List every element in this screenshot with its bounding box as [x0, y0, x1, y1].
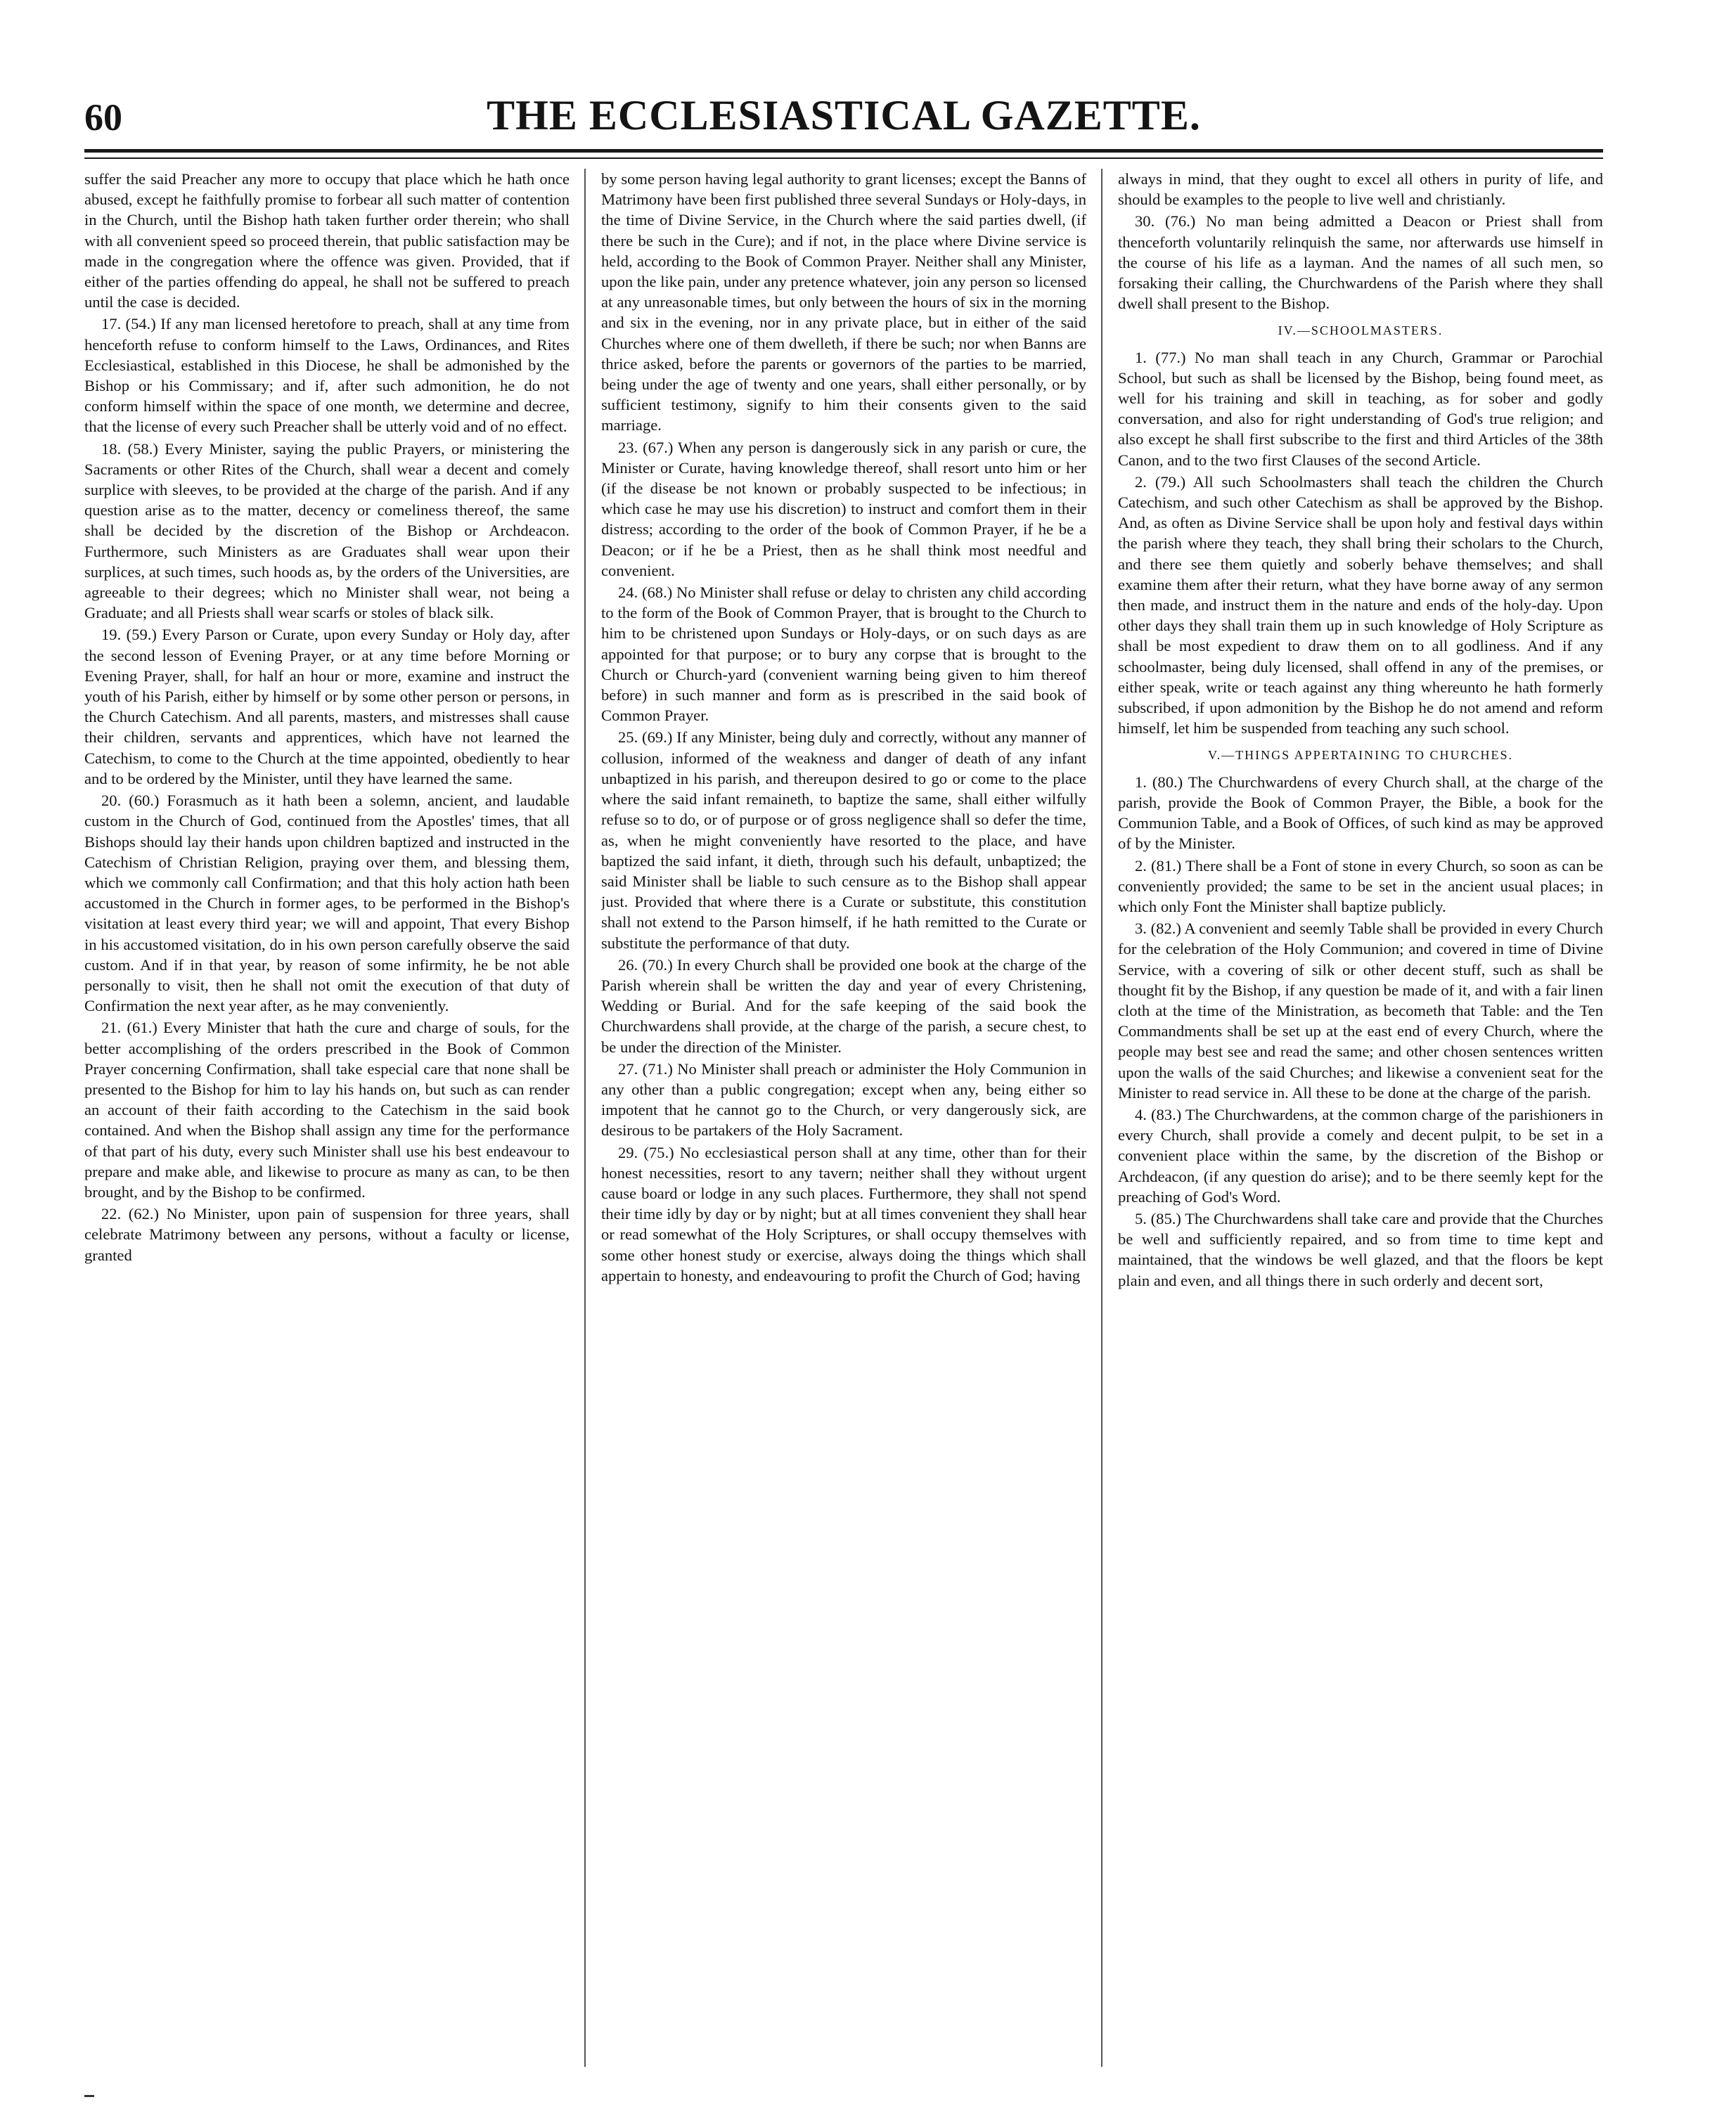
column-divider — [584, 169, 586, 2067]
header-rule-thin — [84, 157, 1603, 159]
text-columns — [84, 169, 1603, 2067]
paragraph: 25. (69.) If any Minister, being duly and correctly, without any manner of collusion, informed of the weakness and danger of death of any infant unbaptized in his parish, and thereupon desired to go or come to the place where the said infant remaineth, to baptize the same, shall either wilfully refuse so to do, or of purpose or of gross negligence shall so defer the time, as, when he might conveniently have resorted to the place, and have baptized the said infant, it dieth, through such his default, unbaptized; the said Minister shall be liable to such censure as to the Bishop shall appear just. Provided that where there is a Curate or substitute, this constitution shall not extend to the Parson himself, if he hath remitted to the Curate or substitute the performance of that duty. — [601, 728, 1086, 952]
paragraph: always in mind, that they ought to excel all others in purity of life, and should be examples to the people to live well and christianly. — [1118, 170, 1603, 209]
paragraph: 30. (76.) No man being admitted a Deacon or Priest shall from thenceforth voluntarily relinquish the same, nor afterwards use himself in the course of his life as a layman. And the names of all such men, so forsaking their calling, the Churchwardens of the Parish where they shall dwell shall present to the Bishop. — [1118, 212, 1603, 313]
paragraph: 20. (60.) Forasmuch as it hath been a solemn, ancient, and laudable custom in the Church of God, continued from the Apostles' times, that all Bishops should lay their hands upon children baptized and instructed in the Catechism of Christian Religion, praying over them, and blessing them, which we commonly call Confirmation; and that this holy action hath been accustomed in the Church in former ages, to be performed in the Bishop's visitation at least every third year; we will and appoint, That every Bishop in his accustomed visitation, do in his own person carefully observe the said custom. And if in that year, by reason of some infirmity, he be not able personally to visit, then he shall not omit the execution of that duty of Confirmation the next year after, as he may conveniently. — [84, 792, 570, 1015]
paragraph: 5. (85.) The Churchwardens shall take care and provide that the Churches be well and sufficiently repaired, and so from time to time kept and maintained, that the windows be well glazed, and that the floors be kept plain and even, and all things there in such orderly and decent sort, — [1118, 1209, 1603, 1289]
paragraph: 21. (61.) Every Minister that hath the cure and charge of souls, for the better accomplishing of the orders prescribed in the Book of Common Prayer concerning Confirmation, shall take especial care that none shall be presented to the Bishop for him to lay his hands on, but such as can render an account of their faith according to the Catechism in the said book contained. And when the Bishop shall assign any time for the performance of that part of his duty, every such Minister shall use his best endeavour to prepare and make able, and likewise to procure as many as can, to be then brought, and by the Bishop to be confirmed. — [84, 1019, 570, 1201]
footer-mark — [84, 2095, 94, 2097]
paragraph: 1. (80.) The Churchwardens of every Church shall, at the charge of the parish, provide the Book of Common Prayer, the Bible, a book for the Communion Table, and a Book of Offices, of such kind as may be approved of by the Minister. — [1118, 773, 1603, 853]
paragraph: 17. (54.) If any man licensed heretofore to preach, shall at any time from henceforth refuse to conform himself to the Laws, Ordinances, and Rites Ecclesiastical, established in this Diocese, he shall be admonished by the Bishop or his Commissary; and if, after such admonition, he do not conform himself within the space of one month, we determine and decree, that the license of every such Preacher shall be utterly void and of no effect. — [84, 315, 570, 436]
paragraph: 19. (59.) Every Parson or Curate, upon every Sunday or Holy day, after the second lesson of Evening Prayer, or at any time before Morning or Evening Prayer, shall, for half an hour or more, examine and instruct the youth of his Parish, either by himself or by some other person or persons, in the Church Catechism. And all parents, masters, and mistresses shall cause their children, servants and apprentices, which have not learned the Catechism, to come to the Church at the time appointed, obediently to hear and to be ordered by the Minister, until they have learned the same. — [84, 626, 570, 787]
section-heading-schoolmasters: IV.—SCHOOLMASTERS. — [1278, 323, 1444, 338]
paragraph: 29. (75.) No ecclesiastical person shall at any time, other than for their honest necessities, resort to any tavern; neither shall they without urgent cause board or lodge in any such places. Furthermore, they shall not spend their time idly by day or by night; but at all times convenient they shall hear or read somewhat of the Holy Scriptures, or shall occupy themselves with some other honest study or exercise, always doing the things which shall appertain to honesty, and endeavouring to profit the Church of God; having — [601, 1143, 1086, 1284]
paragraph: 27. (71.) No Minister shall preach or administer the Holy Communion in any other than a public congregation; except when any, being either so impotent that he cannot go to the Church, or very dangerously sick, are desirous to be partakers of the Holy Sacrament. — [601, 1059, 1086, 1140]
header-rule-thick — [84, 149, 1603, 153]
paragraph: 24. (68.) No Minister shall refuse or delay to christen any child according to the form of the Book of Common Prayer, that is brought to the Church to him to be christened upon Sundays or Holy-days, or on such days as are appointed for that purpose; or to bury any corpse that is brought to the Church or Church-yard (convenient warning being given to him thereof before) in such manner and form as is prescribed in the said book of Common Prayer. — [601, 583, 1086, 725]
section-heading-churches: V.—THINGS APPERTAINING TO CHURCHES. — [1207, 748, 1514, 763]
column-3 — [1118, 169, 1603, 2067]
masthead-title: THE ECCLESIASTICAL GAZETTE. — [487, 92, 1201, 138]
paragraph: 22. (62.) No Minister, upon pain of suspension for three years, shall celebrate Matrimony between any persons, without a faculty or license, granted — [84, 1205, 570, 1264]
paragraph: 23. (67.) When any person is dangerously sick in any parish or cure, the Minister or Curate, having knowledge thereof, shall resort unto him or her (if the disease be not known or probably suspected to be infectious; in which case he may use his discretion) to instruct and comfort them in their distress; according to the order of the book of Common Prayer, if he be a Deacon; or if he be a Priest, then as he shall think most needful and convenient. — [601, 438, 1086, 579]
paragraph: 3. (82.) A convenient and seemly Table shall be provided in every Church for the celebration of the Holy Communion; and covered in time of Divine Service, with a covering of silk or other decent stuff, such as shall be thought fit by the Bishop, if any question be made of it, and with a fair linen cloth at the time of the Ministration, as becometh that Table: and the Ten Commandments shall be set up at the east end of every Church, where the people may best see and read the same; and other chosen sentences written upon the walls of the said Churches; and likewise a convenient seat for the Minister to read service in. All these to be done at the charge of the parish. — [1118, 920, 1603, 1102]
page-header — [84, 91, 1603, 148]
paragraph: 4. (83.) The Churchwardens, at the common charge of the parishioners in every Church, shall provide a comely and decent pulpit, to be set in a convenient place within the same, by the discretion of the Bishop or Archdeacon, (if any question do arise); and to be there seemly kept for the preaching of God's Word. — [1118, 1105, 1603, 1206]
paragraph: 2. (81.) There shall be a Font of stone in every Church, so soon as can be conveniently provided; the same to be set in the ancient usual places; in which only Font the Minister shall baptize publicly. — [1118, 856, 1603, 915]
paragraph: 2. (79.) All such Schoolmasters shall teach the children the Church Catechism, and such other Catechism as shall be approved by the Bishop. And, as often as Divine Service shall be upon holy and festival days within the parish where they teach, they shall bring their scholars to the Church, and there see them quietly and soberly behave themselves; and shall examine them after their return, what they have borne away of any sermon then made, and instruct them in the nature and ends of the holy-day. Upon other days they shall train them up in such knowledge of Holy Scripture as shall be most expedient to draw them on to all godliness. And if any schoolmaster, being duly licensed, shall offend in any of the premises, or either speak, write or teach against any thing whereunto he hath formerly subscribed, if upon admonition by the Bishop he do not amend and reform himself, let him be suspended from teaching any such school. — [1118, 472, 1603, 737]
paragraph: 1. (77.) No man shall teach in any Church, Grammar or Parochial School, but such as shall be licensed by the Bishop, being found meet, as well for his training and skill in teaching, as for sober and godly conversation, and also for right understanding of God's true religion; and also except he shall first subscribe to the first and third Articles of the 38th Canon, and to the two first Clauses of the second Article. — [1118, 348, 1603, 469]
paragraph: 26. (70.) In every Church shall be provided one book at the charge of the Parish wherein shall be written the day and year of every Christening, Wedding or Burial. And for the safe keeping of the said book the Churchwardens shall provide, at the charge of the parish, a secure chest, to be under the direction of the Minister. — [601, 955, 1086, 1056]
page-number: 60 — [84, 96, 122, 138]
paragraph: suffer the said Preacher any more to occupy that place which he hath once abused, except he faithfully promise to forbear all such matter of contention in the Church, until the Bishop hath taken further order therein; who shall with all convenient speed so proceed therein, that public satisfaction may be made in the congregation where the offence was given. Provided, that if either of the parties offending do appeal, he shall not be suffered to preach until the case is decided. — [84, 170, 570, 311]
column-1 — [84, 169, 570, 2067]
paragraph: 18. (58.) Every Minister, saying the public Prayers, or ministering the Sacraments or other Rites of the Church, shall wear a decent and comely surplice with sleeves, to be provided at the charge of the parish. And if any question arise as to the matter, decency or comeliness thereof, the same shall be decided by the discretion of the Bishop or Archdeacon. Furthermore, such Ministers as are Graduates shall wear upon their surplices, at such times, such hoods as, by the orders of the Universities, are agreeable to their degrees; which no Minister shall wear, not being a Graduate; and all Priests shall wear scarfs or stoles of black silk. — [84, 439, 570, 622]
column-2 — [601, 169, 1086, 2067]
column-divider — [1101, 169, 1102, 2067]
paragraph: by some person having legal authority to grant licenses; except the Banns of Matrimony have been first published three several Sundays or Holy-days, in the time of Divine Service, in the Church where the said parties dwell, (if there be such in the Cure); and if not, in the place where Divine service is held, according to the Book of Common Prayer. Neither shall any Minister, upon the like pain, under any pretence whatever, join any person so licensed at any unreasonable times, but only between the hours of six in the morning and six in the evening, nor in any private place, but in either of the said Churches where one of them dwelleth, if there be such; nor when Banns are thrice asked, before the parents or governors of the parties to be married, being under the age of twenty and one years, shall either personally, or by sufficient testimony, signify to him their consents given to the said marriage. — [601, 170, 1086, 434]
